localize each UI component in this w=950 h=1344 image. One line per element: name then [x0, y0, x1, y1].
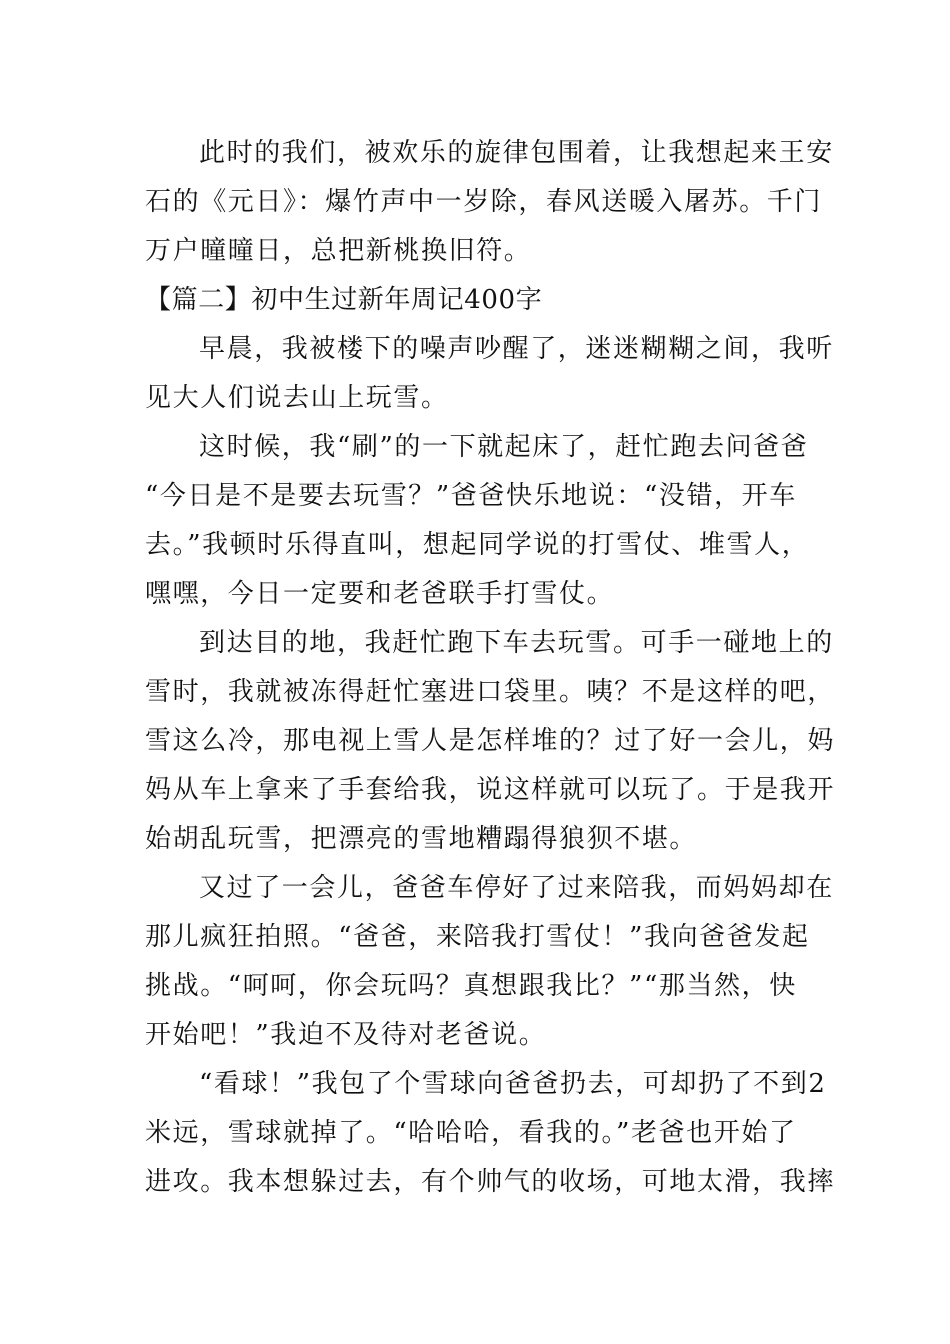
text-line: 开始吧！”我迫不及待对老爸说。 [145, 1020, 547, 1050]
text-line: 去。”我顿时乐得直叫，想起同学说的打雪仗、堆雪人， [145, 530, 810, 560]
document-body [145, 129, 836, 1207]
text-line: 此时的我们，被欢乐的旋律包围着，让我想起来王安 [199, 138, 834, 168]
text-line: 进攻。我本想躲过去，有个帅气的收场，可地太滑，我摔 [145, 1167, 836, 1197]
text-line: “今日是不是要去玩雪？”爸爸快乐地说：“没错，开车 [145, 481, 797, 511]
text-line: 见大人们说去山上玩雪。 [145, 383, 449, 413]
text-line: 石的《元日》：爆竹声中一岁除，春风送暖入屠苏。千门 [145, 187, 823, 217]
text-line: 雪这么冷，那电视上雪人是怎样堆的？过了好一会儿，妈 [145, 726, 836, 756]
text-line: 那儿疯狂拍照。“爸爸，来陪我打雪仗！”我向爸爸发起 [145, 922, 810, 952]
section-heading: 【篇二】初中生过新年周记400字 [145, 285, 543, 315]
text-line: 妈从车上拿来了手套给我，说这样就可以玩了。于是我开 [145, 775, 836, 805]
text-line: 挑战。“呵呵，你会玩吗？真想跟我比？”“那当然，快 [145, 971, 797, 1001]
text-line: 米远，雪球就掉了。“哈哈哈，看我的。”老爸也开始了 [145, 1118, 797, 1148]
text-line: 嘿嘿，今日一定要和老爸联手打雪仗。 [145, 579, 615, 609]
text-line: 到达目的地，我赶忙跑下车去玩雪。可手一碰地上的 [199, 628, 834, 658]
text-line: 这时候，我“刷”的一下就起床了，赶忙跑去问爸爸 [199, 432, 809, 462]
text-line: 早晨，我被楼下的噪声吵醒了，迷迷糊糊之间，我听 [199, 334, 834, 364]
text-line: 始胡乱玩雪，把漂亮的雪地糟蹋得狼狈不堪。 [145, 824, 698, 854]
text-line: 又过了一会儿，爸爸车停好了过来陪我，而妈妈却在 [199, 873, 834, 903]
text-line: 万户曈曈日，总把新桃换旧符。 [145, 236, 532, 266]
text-line: 雪时，我就被冻得赶忙塞进口袋里。咦？不是这样的吧， [145, 677, 836, 707]
text-line: “看球！”我包了个雪球向爸爸扔去，可却扔了不到2 [199, 1069, 827, 1099]
